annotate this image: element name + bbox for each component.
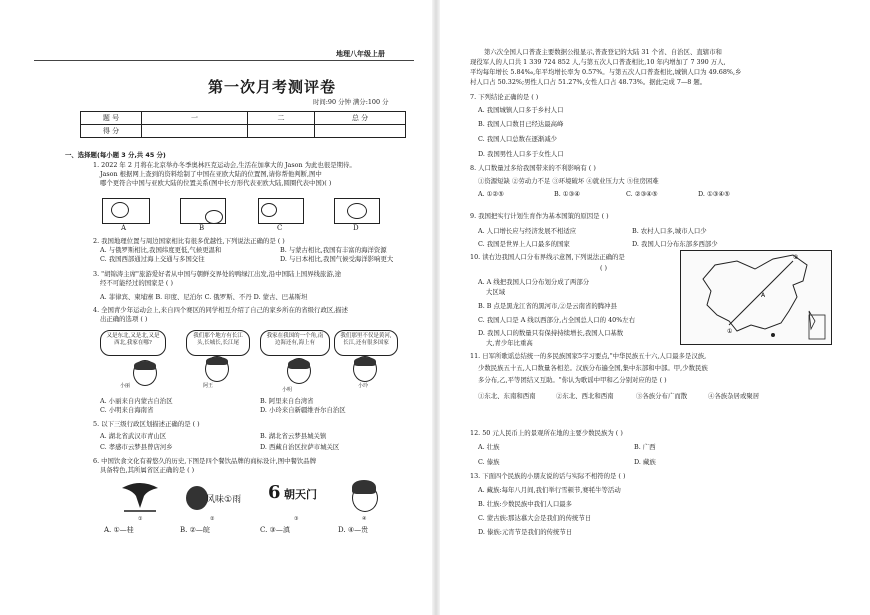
q5-option-d[interactable]: D. 西藏自治区拉萨市城关区 xyxy=(260,443,340,451)
kid-name: 小玲 xyxy=(358,383,369,389)
q12-option-c[interactable]: C. 傣族 xyxy=(478,458,500,466)
q10-option-c[interactable]: C. 我国人口是 A 线以西部分,占全国总人口的 40%左右 xyxy=(478,316,636,324)
q7-option-b[interactable]: B. 我国人口数目已经达最高峰 xyxy=(478,120,564,128)
q1-line: 哪个更符合中国与亚欧大陆的位置关系(图中长方形代表亚欧大陆,圆圈代表中国)( ) xyxy=(100,179,332,187)
q11-stem: 少数民族五十五,人口数量各相差。汉族分布遍全国,集中东部和中部。甲,少数民族 xyxy=(478,364,708,372)
score-cell-2[interactable] xyxy=(248,125,315,138)
q10-option-d-cont: 大,青少年比重高 xyxy=(486,339,533,347)
restaurant-logo-2 xyxy=(186,484,242,512)
intro-line: 平均每年增长 5.84‰,年平均增长率为 0.57%。与第五次人口普查相比,城镇人口为 49.68%,乡 xyxy=(470,68,742,76)
q1-option-c[interactable]: C xyxy=(277,224,283,232)
score-table-row-label: 得 分 xyxy=(81,125,142,138)
score-table xyxy=(80,111,406,138)
score-table-total: 总 分 xyxy=(315,112,406,125)
time-score: 时间:90 分钟 满分:100 分 xyxy=(313,98,389,106)
q13-option-d[interactable]: D. 傣族:元宵节是我们的传统节日 xyxy=(478,528,573,536)
score-table-header: 题 号 xyxy=(81,112,142,125)
q1-option-a-figure xyxy=(102,198,150,224)
q1-option-b[interactable]: B xyxy=(199,224,205,232)
q12-option-d[interactable]: D. 藏族 xyxy=(634,458,656,466)
kid-avatar xyxy=(287,358,311,384)
q5-option-a[interactable]: A. 湖北省武汉市青山区 xyxy=(100,432,167,440)
q6-option-a[interactable]: A. ①—桂 xyxy=(104,526,134,534)
q6-stem: 具备特色,其所属省区正确的是 ( ) xyxy=(100,466,195,474)
q1-line: Jason 根据网上查到的资料绘制了中国在亚欧大陆的位置图,请你帮他判断,图中 xyxy=(100,170,322,178)
q4-option-b[interactable]: B. 阿里来自台湾省 xyxy=(260,397,314,405)
q2-option-a[interactable]: A. 与俄罗斯相比,我国纬度更低,气候更温和 xyxy=(100,246,222,254)
q12-option-a[interactable]: A. 壮族 xyxy=(478,443,500,451)
score-cell-1[interactable] xyxy=(142,125,248,138)
q7-stem: 7. 下列结论正确的是 ( ) xyxy=(470,93,539,101)
q8-option-c[interactable]: C. ②③④⑤ xyxy=(626,190,658,198)
q3-stem: 3. "胡锦涛主席"旅游爱好者从中国与朝鲜交界处的鸭绿江出发,沿中国陆上国界线旅游,途 xyxy=(93,270,342,278)
q13-option-a[interactable]: A. 藏族:每年八月间,我们举行雪顿节,赛牦牛等活动 xyxy=(478,486,621,494)
q2-option-b[interactable]: B. 与蒙古相比,我国有丰富的海洋资源 xyxy=(280,246,387,254)
page-fold xyxy=(432,0,440,615)
q13-option-b[interactable]: B. 壮族:少数民族中我们人口最多 xyxy=(478,500,572,508)
q2-option-d[interactable]: D. 与日本相比,我国气候受海洋影响更大 xyxy=(280,255,394,263)
grade-header: 地理八年级上册 xyxy=(336,50,385,58)
china-circle xyxy=(111,202,129,218)
q4-stem: 出正确的选项 ( ) xyxy=(100,315,148,323)
score-cell-total[interactable] xyxy=(315,125,406,138)
q13-option-c[interactable]: C. 蒙古族:那达慕大会是我们的传统节日 xyxy=(478,514,592,522)
q10-option-b[interactable]: B. B 点是黑龙江省的黑河市,②是云南省的腾冲县 xyxy=(478,302,617,310)
restaurant-logo-3: 6 朝天门 xyxy=(268,482,317,503)
q4-stem: 4. 全国青少年运动会上,来自四个赛区的同学相互介绍了自己的家乡所在的省级行政区,描述 xyxy=(93,306,349,314)
q1-line: 1. 2022 年 2 月将在北京举办冬季奥林匹克运动会,生活在加拿大的 Jason 为此也很是期待。 xyxy=(93,161,356,169)
q5-option-b[interactable]: B. 湖北省云梦县城关镇 xyxy=(260,432,327,440)
intro-line: 现役军人的人口共 1 339 724 852 人,与第五次人口普查相比,10 年内增加了 7 390 万人, xyxy=(470,58,726,66)
china-circle xyxy=(347,203,367,219)
q7-option-d[interactable]: D. 我国男性人口多于女性人口 xyxy=(478,150,564,158)
population-map xyxy=(680,250,832,345)
q11-stem: 11. 日军所歌谣总结统一的多民族国家5字习要点,"中华民族五十六,人口最多是汉族, xyxy=(470,352,707,360)
header-rule xyxy=(34,60,414,61)
q4-option-d[interactable]: D. 小玲来自新疆维吾尔自治区 xyxy=(260,406,346,414)
restaurant-logo-4 xyxy=(350,478,378,514)
q9-stem: 9. 我国把实行计划生育作为基本国策的原因是 ( ) xyxy=(470,212,609,220)
q3-stem: 经不可能经过的国家是 ( ) xyxy=(100,279,173,287)
q6-option-d[interactable]: D. ④—贵 xyxy=(338,526,369,534)
logo-number: ① xyxy=(138,516,143,522)
q11-option-4[interactable]: ④各族杂居或聚居 xyxy=(708,392,760,400)
q1-option-d[interactable]: D xyxy=(353,224,359,232)
q8-stem: 8. 人口数量过多给我国带来的不利影响有 ( ) xyxy=(470,164,596,172)
china-circle xyxy=(261,203,277,217)
map-label-circle1: ① xyxy=(727,328,733,335)
q1-option-c-figure xyxy=(258,198,304,224)
q3-options[interactable]: A. 菲律宾、柬埔寨 B. 印度、尼泊尔 C. 俄罗斯、不丹 D. 蒙古、巴基斯坦 xyxy=(100,293,308,301)
china-circle xyxy=(205,210,223,224)
q11-option-3[interactable]: ③各族分布广而散 xyxy=(636,392,688,400)
q10-option-d[interactable]: D. 我国人口的数量只有保持持续增长,我国人口基数 xyxy=(478,329,624,337)
q8-option-d[interactable]: D. ①③④⑤ xyxy=(698,190,730,198)
logo-number: ③ xyxy=(294,516,299,522)
logo-number: ④ xyxy=(362,516,367,522)
logo-number: ② xyxy=(210,516,215,522)
intro-line: 第六次全国人口普查主要数据公报显示,普查登记的大陆 31 个省、自治区、直辖市和 xyxy=(484,48,722,56)
q10-option-a-cont: 大区域 xyxy=(486,288,506,296)
q8-items: ①资源短缺 ②劳动力不足 ③环境破坏 ④就业压力大 ⑤住房困难 xyxy=(478,177,659,185)
q9-option-a[interactable]: A. 人口增长应与经济发展不相适应 xyxy=(478,227,577,235)
q2-option-c[interactable]: C. 我国西部通过海上交通与多国交往 xyxy=(100,255,205,263)
score-table-col2: 二 xyxy=(248,112,315,125)
q1-option-b-figure xyxy=(180,198,226,224)
q6-option-c[interactable]: C. ③—滇 xyxy=(260,526,290,534)
q12-option-b[interactable]: B. 广西 xyxy=(634,443,656,451)
q4-option-c[interactable]: C. 小明来自海南省 xyxy=(100,406,154,414)
q7-option-c[interactable]: C. 我国人口总数在逐渐减少 xyxy=(478,135,558,143)
kid-avatar xyxy=(353,356,377,382)
q10-paren: ( ) xyxy=(600,264,608,272)
map-label-circle2: ② xyxy=(793,254,799,261)
kid-avatar xyxy=(133,360,157,386)
q11-option-1[interactable]: ①东北、东南和西南 xyxy=(478,392,536,400)
q10-option-a[interactable]: A. A 线把我国人口分布划分成了两部分 xyxy=(478,278,590,286)
q9-option-b[interactable]: B. 农村人口多,城市人口少 xyxy=(632,227,707,235)
right-page xyxy=(440,0,870,615)
kid-avatar xyxy=(205,356,229,382)
q7-option-a[interactable]: A. 我国城镇人口多于乡村人口 xyxy=(478,106,564,114)
section-heading: 一、选择题(每小题 3 分,共 45 分) xyxy=(65,151,166,159)
restaurant-logo-1 xyxy=(118,480,162,514)
speech-bubble: 又是东北,又是北,又是西北,我家在哪? xyxy=(100,330,166,356)
logo-text: 朝天门 xyxy=(284,488,317,501)
q6-stem: 6. 中国饮食文化有着悠久的历史,下图是四个餐饮品牌的商标设计,图中餐饮品牌 xyxy=(93,457,317,465)
q11-option-2[interactable]: ②东北、西北和西南 xyxy=(556,392,614,400)
kid-name: 小丽 xyxy=(120,383,131,389)
logo-text: 风味①雨 xyxy=(206,495,242,505)
q13-stem: 13. 下面四个民族的小朋友说的话与实际不相符的是 ( ) xyxy=(470,472,626,480)
score-table-col1: 一 xyxy=(142,112,248,125)
intro-line: 村人口占 50.32%;男性人口占 51.27%,女性人口占 48.73%。据此完成 7—8 题。 xyxy=(470,78,707,86)
map-label-a: A xyxy=(761,292,766,299)
q5-option-c[interactable]: C. 孝感市云梦县曾店河乡 xyxy=(100,443,173,451)
q10-stem: 10. 读右边我国人口分布界线示意图,下列说法正确的是 xyxy=(470,253,625,261)
q9-option-d[interactable]: D. 我国人口分布东部多西部少 xyxy=(632,240,718,248)
q12-stem: 12. 50 元人民币上的景观所在地的主要少数民族为 ( ) xyxy=(470,429,623,437)
kid-name: 阿王 xyxy=(203,383,214,389)
q5-stem: 5. 以下三级行政区划描述正确的是 ( ) xyxy=(93,420,200,428)
q11-stem: 多分布,乙,平等团结又互助。"你认为歌谣中甲和乙分别对应的是 ( ) xyxy=(478,376,667,384)
speech-bubble: 我们那里不仅是黄河,长江,还有很多国家 xyxy=(334,330,398,356)
q6-option-b[interactable]: B. ②—皖 xyxy=(180,526,210,534)
q2-stem: 2. 我国地理位置与周边国家相比有很多优越性,下列说法正确的是 ( ) xyxy=(93,237,285,245)
kid-name: 小明 xyxy=(282,387,293,393)
q9-option-c[interactable]: C. 我国是世界上人口最多的国家 xyxy=(478,240,570,248)
q8-option-a[interactable]: A. ①②⑤ xyxy=(478,190,504,198)
q1-option-d-figure xyxy=(334,198,380,224)
speech-bubble: 我家在我国的一个角,南边海还有,海上有 xyxy=(260,330,330,356)
q8-option-b[interactable]: B. ①③④ xyxy=(554,190,580,198)
q4-option-a[interactable]: A. 小丽来自内蒙古自治区 xyxy=(100,397,173,405)
exam-title: 第一次月考测评卷 xyxy=(208,78,337,96)
q1-option-a[interactable]: A xyxy=(121,224,127,232)
speech-bubble: 我们那个地方有长江头,长城长,长江尾 xyxy=(186,330,250,356)
